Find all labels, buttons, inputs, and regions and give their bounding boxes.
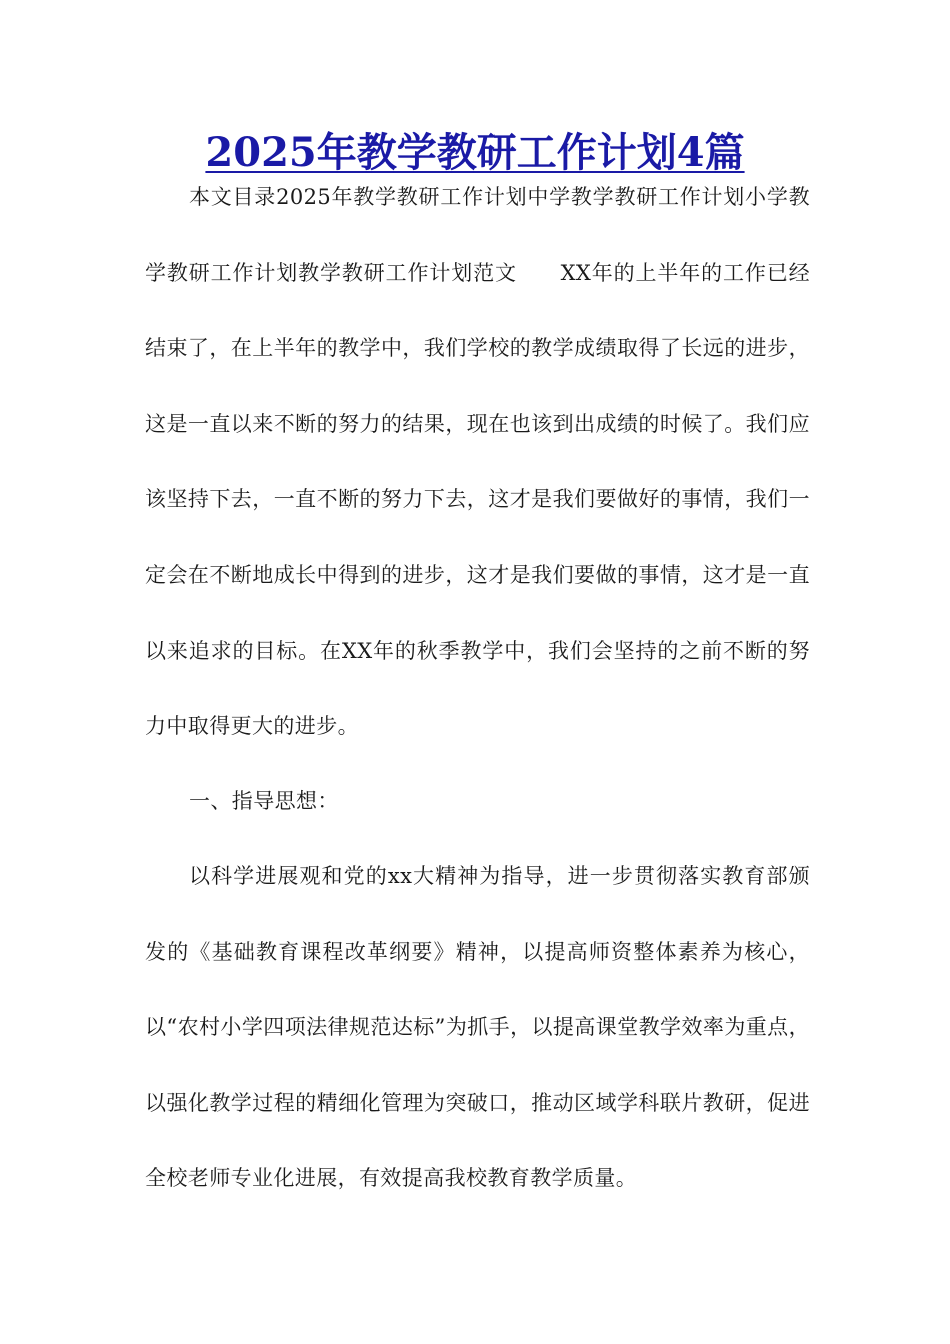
heading-text: 一、指导思想： (189, 789, 339, 813)
paragraph-text: 以科学进展观和党的xx大精神为指导，进一步贯彻落实教育部颁发的《基础教育课程改革纲要》精神，以提高师资整体素养为核心，以“农村小学四项法律规范达标”为抓手，以提高课堂教学效率为重点，以强化教学过程的精细化管理为突破口，推动区域学科联片教研，促进全校老师专业化进展，有效提高我校教育教学质量。 (145, 864, 810, 1191)
section-heading-guiding-ideology (145, 764, 810, 840)
body-paragraph-intro (145, 160, 810, 765)
paragraph-text: 本文目录2025年教学教研工作计划中学教学教研工作计划小学教学教研工作计划教学教研工作计划范文 XX年的上半年的工作已经结束了，在上半年的教学中，我们学校的教学成绩取得了长远的进步，这是一直以来不断的努力的结果，现在也该到出成绩的时候了。我们应该坚持下去，一直不断的努力下去，这才是我们要做好的事情，我们一定会在不断地成长中得到的进步，这才是我们要做的事情，这才是一直以来追求的目标。在XX年的秋季教学中，我们会坚持的之前不断的努力中取得更大的进步。 (145, 185, 810, 739)
body-paragraph-guiding-ideology (145, 839, 810, 1217)
document-title[interactable]: 2025年教学教研工作计划4篇 (205, 129, 745, 176)
